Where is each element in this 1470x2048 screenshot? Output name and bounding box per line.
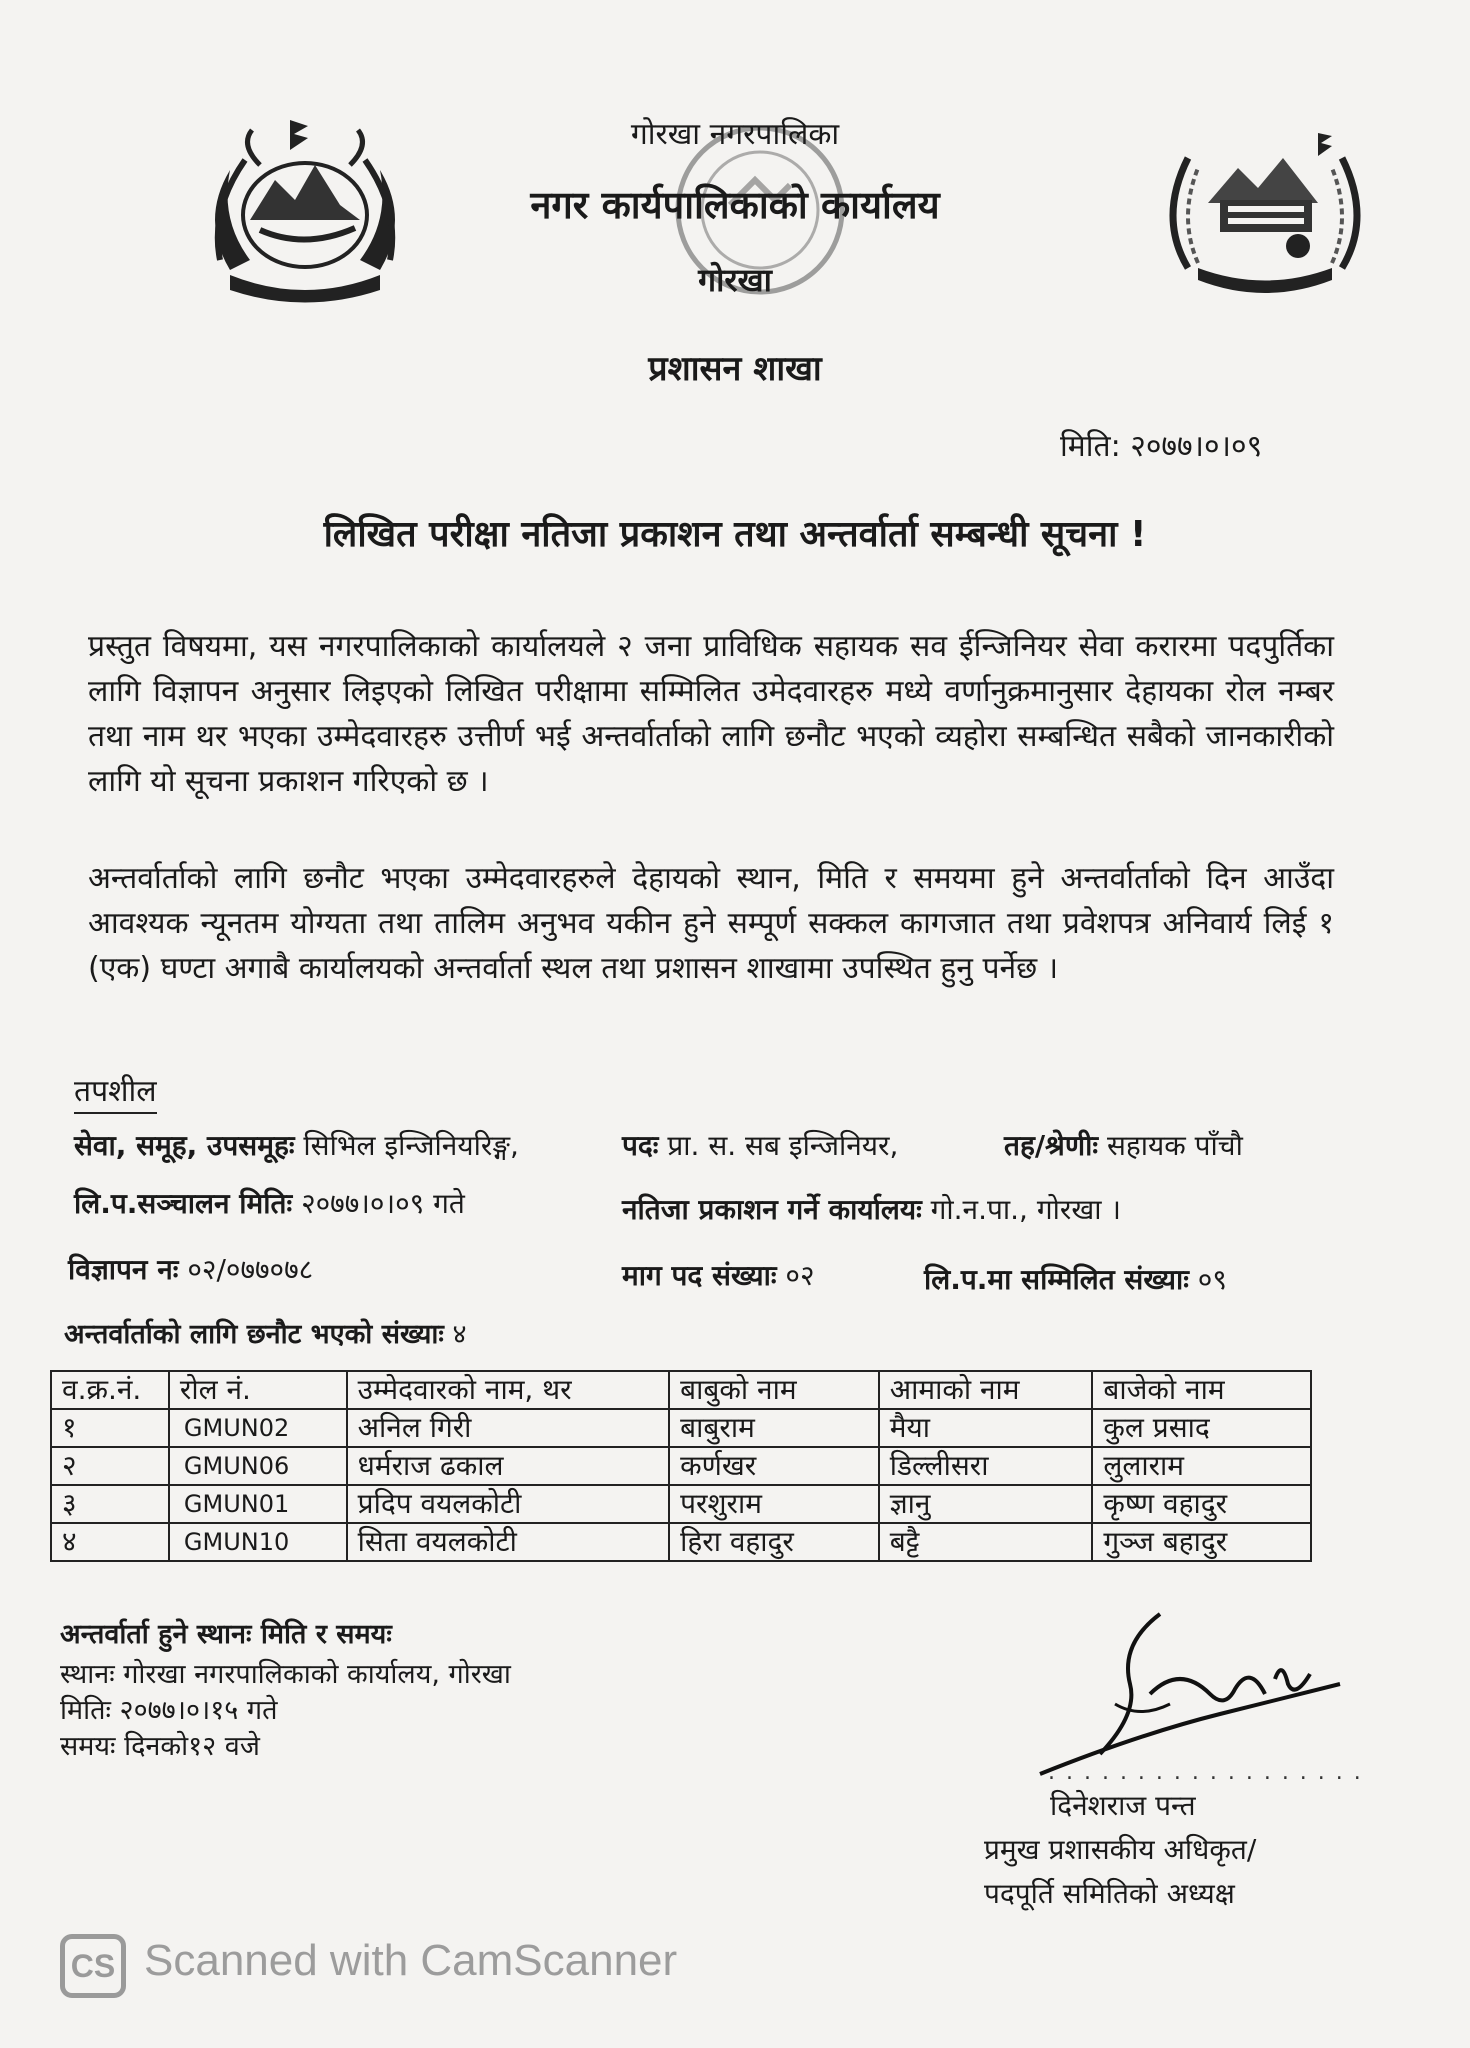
serial-cell: ४	[51, 1523, 169, 1561]
candidate-cell: सिता वयलकोटी	[347, 1523, 670, 1561]
roll-cell: GMUN06	[169, 1447, 347, 1485]
details-heading: तपशील	[74, 1072, 157, 1114]
ad-no-value: ०२/०७७०७८	[187, 1253, 314, 1286]
exam-date-label: लि.प.सञ्चालन मितिः	[74, 1187, 293, 1220]
participants-label: लि.प.मा सम्मिलित संख्याः	[924, 1263, 1189, 1296]
interview-date: मितिः २०७७।०।१५ गते	[60, 1695, 278, 1726]
exam-date-value: २०७७।०।०९ गते	[301, 1187, 465, 1220]
grandfather-cell: गुञ्ज बहादुर	[1092, 1523, 1311, 1561]
scanner-watermark: Scanned with CamScanner	[144, 1936, 678, 1985]
father-cell: बाबुराम	[669, 1409, 879, 1447]
signatory-committee: पदपूर्ति समितिको अध्यक्ष	[984, 1877, 1235, 1910]
participants-info	[924, 1260, 1227, 1298]
table-row	[51, 1409, 1311, 1447]
level-label: तह/श्रेणीः	[1004, 1129, 1099, 1162]
level-info	[1004, 1126, 1243, 1164]
header-grandfather-name: बाजेको नाम	[1092, 1371, 1311, 1409]
mother-cell: ज्ञानु	[879, 1485, 1093, 1523]
header-father-name: बाबुको नाम	[669, 1371, 879, 1409]
office-name: नगर कार्यपालिकाको कार्यालय	[530, 183, 940, 227]
table-row	[51, 1485, 1311, 1523]
exam-date-info	[74, 1184, 465, 1222]
header-serial: व.क्र.नं.	[51, 1371, 169, 1409]
serial-cell: ३	[51, 1485, 169, 1523]
demand-info	[622, 1256, 815, 1294]
selected-label: अन्तर्वार्ताको लागि छनौट भएको संख्याः	[64, 1319, 444, 1350]
post-value: प्रा. स. सब इन्जिनियर,	[667, 1129, 899, 1162]
grandfather-cell: कुल प्रसाद	[1092, 1409, 1311, 1447]
notice-title: लिखित परीक्षा नतिजा प्रकाशन तथा अन्तर्वार्ता सम्बन्धी सूचना !	[323, 514, 1147, 555]
participants-value: ०९	[1197, 1263, 1227, 1296]
signature-line: . . . . . . . . . . . . . . . . . .	[1048, 1760, 1363, 1785]
municipality-name: गोरखा नगरपालिका	[630, 117, 840, 152]
paragraph-intro: प्रस्तुत विषयमा, यस नगरपालिकाको कार्यालयले २ जना प्राविधिक सहायक सव ईन्जिनियर सेवा करारमा पदपुर्तिका लागि विज्ञापन अनुसार लिइएको लिखित परीक्षामा सम्मिलित उमेदवारहरु मध्ये वर्णानुक्रमानुसार देहायका रोल नम्बर तथा नाम थर भएका उम्मेदवारहरु उत्तीर्ण भई अन्तर्वार्ताको लागि छनौट भएको व्यहोरा सम्बन्धित सबैको जानकारीको लागि यो सूचना प्रकाशन गरिएको छ ।	[88, 629, 1334, 799]
camscanner-logo-icon: CS	[60, 1934, 126, 1998]
signatory-title: प्रमुख प्रशासकीय अधिकृत/	[984, 1833, 1257, 1866]
header-roll: रोल नं.	[169, 1371, 347, 1409]
office-city: गोरखा	[698, 261, 772, 299]
candidate-cell: प्रदिप वयलकोटी	[347, 1485, 670, 1523]
candidate-cell: धर्मराज ढकाल	[347, 1447, 670, 1485]
mother-cell: बट्टै	[879, 1523, 1093, 1561]
serial-cell: १	[51, 1409, 169, 1447]
result-office-value: गो.न.पा., गोरखा ।	[930, 1193, 1121, 1226]
service-value: सिभिल इन्जिनियरिङ्ग,	[303, 1129, 519, 1162]
interview-time: समयः दिनको१२ वजे	[60, 1731, 260, 1762]
father-cell: कर्णखर	[669, 1447, 879, 1485]
table-header-row	[51, 1371, 1311, 1409]
ad-no-label: विज्ञापन नः	[68, 1253, 179, 1286]
paragraph-instructions: अन्तर्वार्ताको लागि छनौट भएका उम्मेदवारहरुले देहायको स्थान, मिति र समयमा हुने अन्तर्वार्ताको दिन आउँदा आवश्यक न्यूनतम योग्यता तथा तालिम अनुभव यकीन हुने सम्पूर्ण सक्कल कागजात तथा प्रवेशपत्र अनिवार्य लिई १ (एक) घण्टा अगाबै कार्यालयको अन्तर्वार्ता स्थल तथा प्रशासन शाखामा उपस्थित हुनु पर्नेछ ।	[88, 861, 1334, 986]
service-info	[74, 1126, 519, 1164]
mother-cell: मैया	[879, 1409, 1093, 1447]
candidate-cell: अनिल गिरी	[347, 1409, 670, 1447]
table-row	[51, 1447, 1311, 1485]
grandfather-cell: कृष्ण वहादुर	[1092, 1485, 1311, 1523]
grandfather-cell: लुलाराम	[1092, 1447, 1311, 1485]
notice-date: मिति: २०७७।०।०९	[1060, 429, 1263, 464]
roll-cell: GMUN10	[169, 1523, 347, 1561]
results-table	[50, 1370, 1312, 1562]
selected-info	[64, 1314, 467, 1351]
interview-place: स्थानः गोरखा नगरपालिकाको कार्यालय, गोरखा	[60, 1659, 511, 1690]
post-label: पदः	[622, 1129, 659, 1162]
interview-heading: अन्तर्वार्ता हुने स्थानः मिति र समयः	[60, 1619, 392, 1650]
service-label: सेवा, समूह, उपसमूहः	[74, 1129, 295, 1162]
signature-icon	[1020, 1604, 1350, 1784]
mother-cell: डिल्लीसरा	[879, 1447, 1093, 1485]
result-office-info	[622, 1190, 1121, 1228]
header-mother-name: आमाको नाम	[879, 1371, 1093, 1409]
signatory-name: दिनेशराज पन्त	[1050, 1789, 1196, 1822]
table-row	[51, 1523, 1311, 1561]
header-candidate-name: उम्मेदवारको नाम, थर	[347, 1371, 670, 1409]
demand-label: माग पद संख्याः	[622, 1259, 777, 1292]
father-cell: हिरा वहादुर	[669, 1523, 879, 1561]
father-cell: परशुराम	[669, 1485, 879, 1523]
ad-no-info	[68, 1250, 313, 1288]
demand-value: ०२	[785, 1259, 815, 1292]
roll-cell: GMUN01	[169, 1485, 347, 1523]
serial-cell: २	[51, 1447, 169, 1485]
post-info	[622, 1126, 898, 1164]
roll-cell: GMUN02	[169, 1409, 347, 1447]
branch-name: प्रशासन शाखा	[648, 349, 822, 389]
selected-value: ४	[452, 1319, 467, 1350]
level-value: सहायक पाँचौ	[1106, 1129, 1243, 1162]
result-office-label: नतिजा प्रकाशन गर्ने कार्यालयः	[622, 1193, 922, 1226]
